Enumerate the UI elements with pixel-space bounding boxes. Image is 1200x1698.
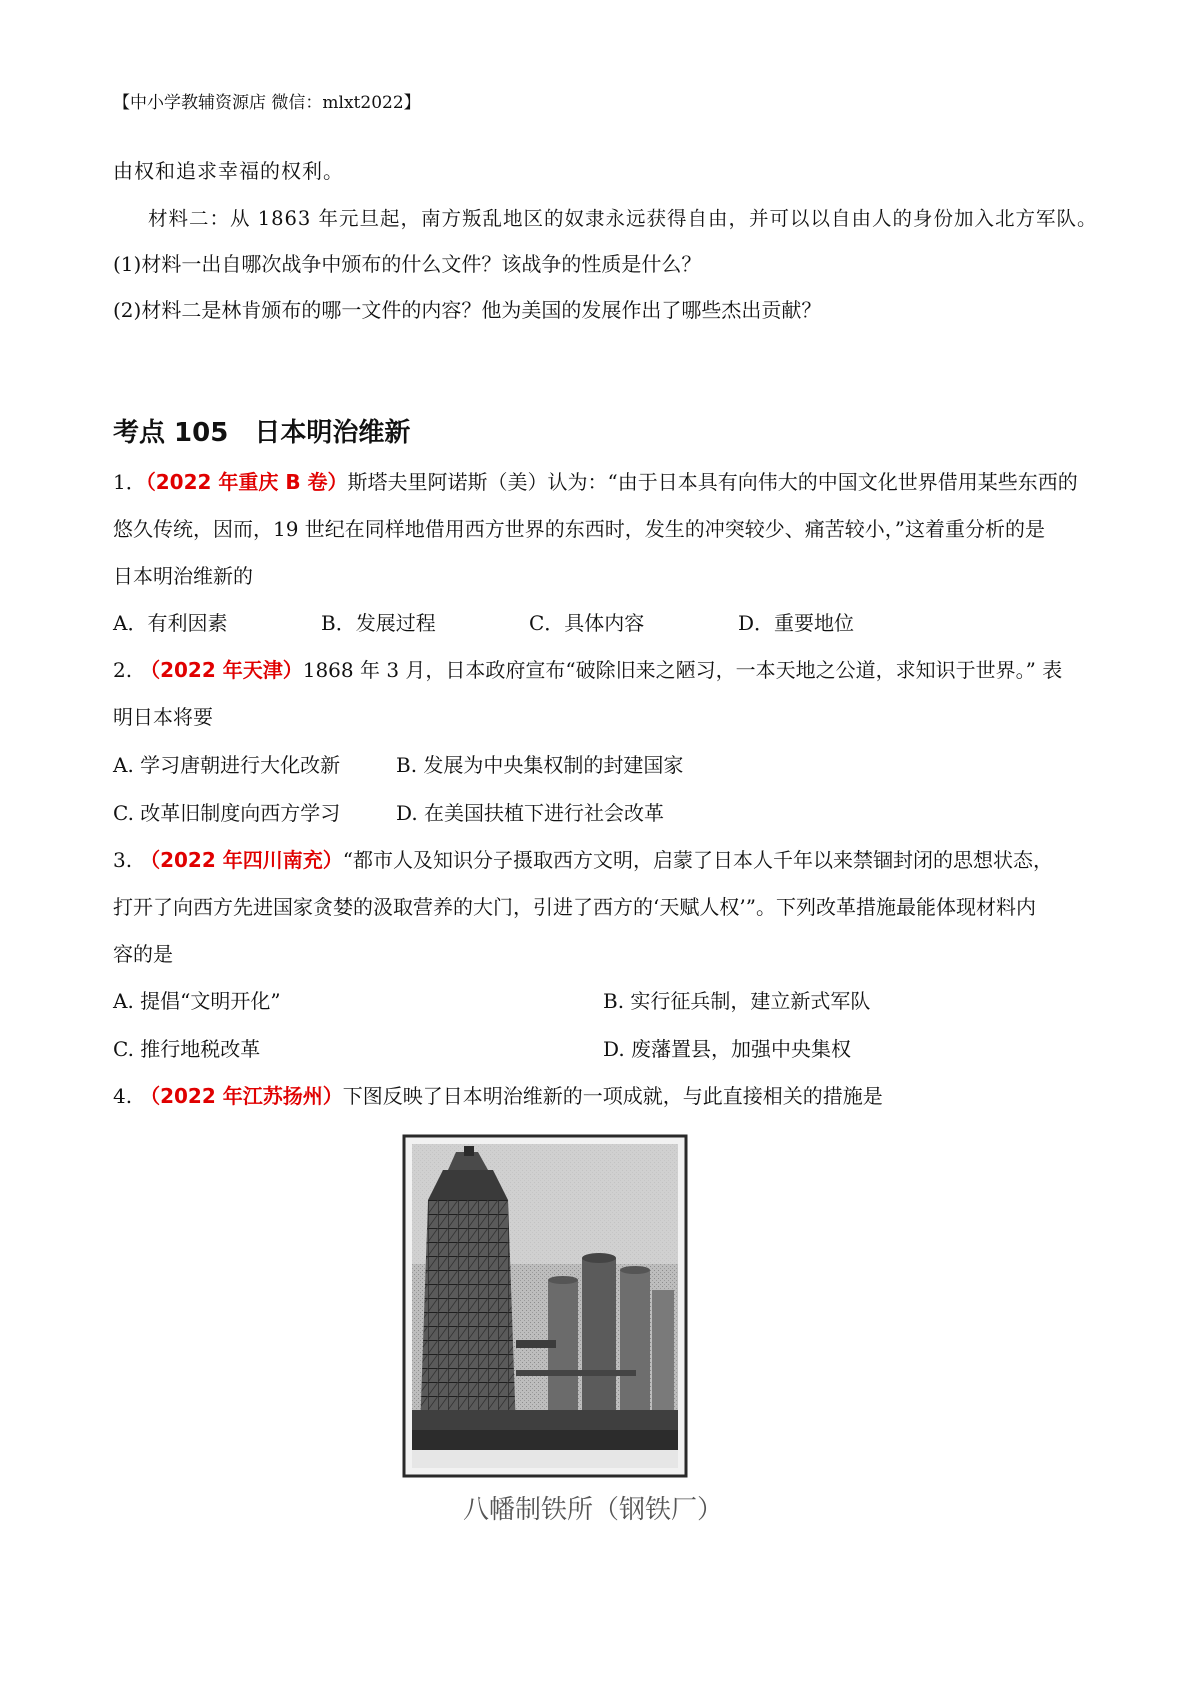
question-2-sub: (2)材料二是林肯颁布的哪一文件的内容？他为美国的发展作出了哪些杰出贡献？	[113, 298, 822, 322]
option-b: B. 发展为中央集权制的封建国家	[396, 753, 684, 777]
header-banner: 【中小学教辅资源店 微信：mlxt2022】	[113, 93, 421, 113]
option-a: A．有利因素	[113, 611, 228, 635]
text-continuation: 由权和追求幸福的权利。	[113, 159, 344, 183]
question-4	[113, 1083, 1108, 1109]
option-c: C. 推行地税改革	[113, 1037, 261, 1061]
question-text: “都市人及知识分子摄取西方文明，启蒙了日本人千年以来禁锢封闭的思想状态，	[342, 848, 1053, 872]
option-d: D. 在美国扶植下进行社会改革	[396, 801, 665, 825]
question-number: 1．	[113, 470, 146, 494]
question-3-line-3: 容的是	[113, 942, 173, 966]
steelworks-figure	[398, 1130, 818, 1530]
option-d: D．重要地位	[738, 611, 855, 635]
question-text: 斯塔夫里阿诺斯（美）认为：“由于日本具有向伟大的中国文化世界借用某些东西的	[347, 470, 1078, 494]
option-c: C. 改革旧制度向西方学习	[113, 801, 341, 825]
question-text: 下图反映了日本明治维新的一项成就，与此直接相关的措施是	[342, 1084, 883, 1108]
section-heading	[113, 412, 410, 449]
question-2-line-2: 明日本将要	[113, 705, 213, 729]
question-source: （2022 年四川南充）	[140, 848, 343, 872]
option-d: D. 废藩置县，加强中央集权	[603, 1037, 852, 1061]
question-source: （2022 年重庆 B 卷）	[145, 470, 348, 494]
furnace-stack	[620, 1270, 650, 1410]
section-number: 考点 105	[113, 418, 229, 448]
question-3-line-2: 打开了向西方先进国家贪婪的汲取营养的大门，引进了西方的‘天赋人权’”。下列改革措施最能体现材料内	[113, 895, 1036, 919]
question-3	[113, 847, 1108, 873]
question-number: 2.	[113, 658, 133, 682]
furnace-stack	[652, 1290, 674, 1410]
question-text: 1868 年 3 月，日本政府宣布“破除旧来之陋习，一本天地之公道，求知识于世界。” 表	[302, 658, 1063, 682]
question-number: 3.	[113, 848, 133, 872]
question-1-line-3: 日本明治维新的	[113, 564, 253, 588]
question-1-sub: (1)材料一出自哪次战争中颁布的什么文件？该战争的性质是什么？	[113, 252, 702, 276]
material-2: 材料二：从 1863 年元旦起，南方叛乱地区的奴隶永远获得自由，并可以以自由人的身份加入北方军队。	[148, 207, 1098, 230]
option-b: B. 实行征兵制，建立新式军队	[603, 989, 871, 1013]
steelworks-photo	[398, 1130, 818, 1530]
option-a: A. 学习唐朝进行大化改新	[113, 753, 341, 777]
section-title: 日本明治维新	[254, 418, 411, 448]
option-c: C．具体内容	[529, 611, 645, 635]
option-b: B．发展过程	[321, 611, 436, 635]
question-source: （2022 年天津）	[140, 658, 303, 682]
blast-furnace-tower	[420, 1200, 516, 1430]
question-2	[113, 657, 1108, 683]
question-number: 4.	[113, 1084, 133, 1108]
question-1	[113, 469, 1108, 495]
question-1-line-2: 悠久传统，因而，19 世纪在同样地借用西方世界的东西时，发生的冲突较少、痛苦较小，”这着重分析的是	[113, 517, 1046, 541]
furnace-stack	[582, 1258, 616, 1410]
question-source: （2022 年江苏扬州）	[140, 1084, 343, 1108]
option-a: A. 提倡“文明开化”	[113, 989, 281, 1013]
figure-caption: 八幡制铁所（钢铁厂）	[462, 1495, 724, 1525]
